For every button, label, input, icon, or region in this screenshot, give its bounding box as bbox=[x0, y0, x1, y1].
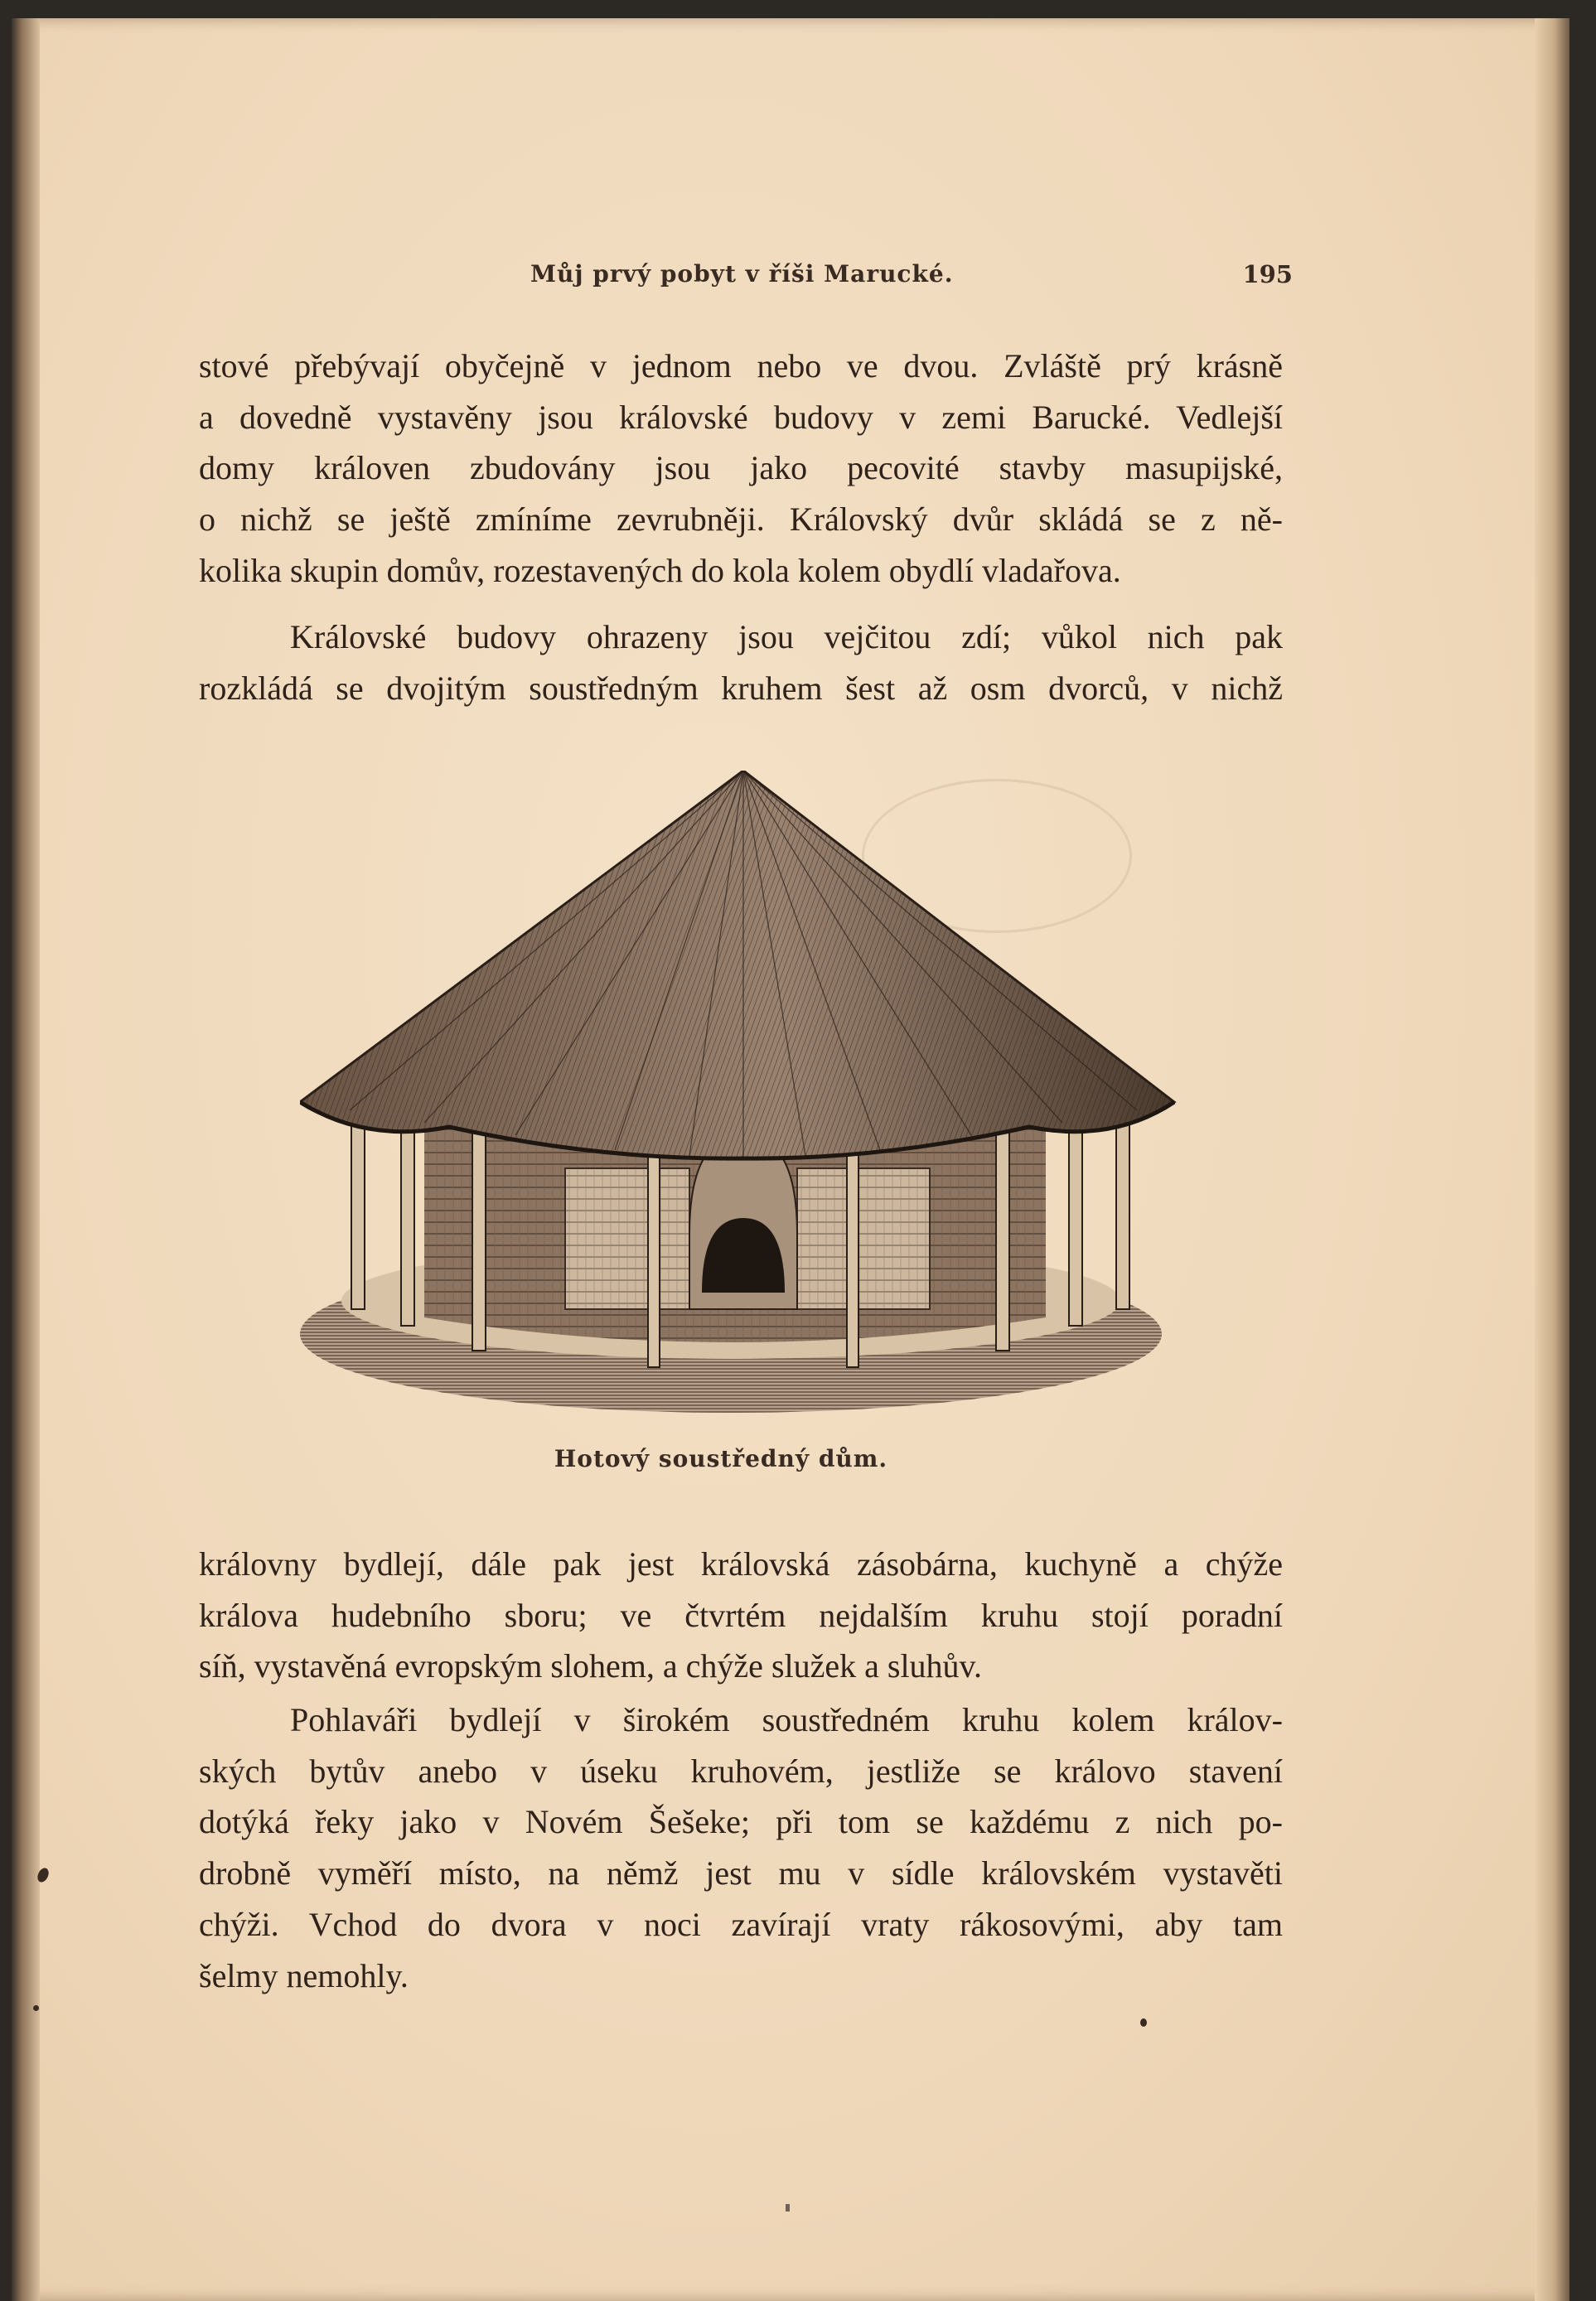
text-line: Pohlaváři bydlejí v širokém soustředném kruhu kolem králov- bbox=[290, 1701, 1283, 1738]
page-header bbox=[530, 260, 1293, 297]
page-gutter-shadow bbox=[12, 18, 40, 2301]
text-line: královny bydlejí, dále pak jest královská zásobárna, kuchyně a chýže bbox=[199, 1545, 1283, 1583]
text-line: králova hudebního sboru; ve čtvrtém nejdalším kruhu stojí poradní bbox=[199, 1596, 1283, 1634]
figure-round-house-engraving bbox=[300, 771, 1202, 1433]
paragraph-1 bbox=[199, 341, 1283, 597]
page-number: 195 bbox=[1242, 260, 1293, 288]
round-house-illustration bbox=[300, 771, 1202, 1433]
ink-speck bbox=[33, 2005, 39, 2011]
text-line: Královské budovy ohrazeny jsou vejčitou zdí; vůkol nich pak bbox=[290, 618, 1283, 655]
paragraph-3 bbox=[199, 1539, 1283, 1692]
ink-speck bbox=[1140, 2018, 1147, 2027]
running-head: Můj prvý pobyt v říši Marucké. bbox=[530, 260, 954, 288]
text-line: síň, vystavěná evropským slohem, a chýže služek a sluhův. bbox=[199, 1647, 982, 1685]
text-line: a dovedně vystavěny jsou královské budovy v zemi Barucké. Vedlejší bbox=[199, 398, 1283, 436]
text-line: chýži. Vchod do dvora v noci zavírají vraty rákosovými, aby tam bbox=[199, 1905, 1283, 1943]
text-line: stové přebývají obyčejně v jednom nebo ve dvou. Zvláště prý krásně bbox=[199, 347, 1283, 384]
text-line: dotýká řeky jako v Novém Šešeke; při tom se každému z nich po- bbox=[199, 1803, 1283, 1841]
text-line: o nichž se ještě zmíníme zevrubněji. Královský dvůr skládá se z ně- bbox=[199, 500, 1283, 539]
paragraph-4 bbox=[199, 1694, 1283, 2001]
text-line: rozkládá se dvojitým soustředným kruhem šest až osm dvorců, v nichž bbox=[199, 669, 1283, 707]
text-line: kolika skupin domův, rozestavených do kola kolem obydlí vladařova. bbox=[199, 551, 1121, 589]
text-line: domy královen zbudovány jsou jako pecovité stavby masupijské, bbox=[199, 449, 1283, 487]
text-line: drobně vyměří místo, na němž jest mu v sídle královském vystavěti bbox=[199, 1854, 1283, 1893]
figure-caption: Hotový soustředný dům. bbox=[554, 1445, 888, 1472]
paragraph-2 bbox=[199, 612, 1283, 713]
text-line: šelmy nemohly. bbox=[199, 1956, 409, 1994]
text-line: ských bytův anebo v úseku kruhovém, jestliže se královo stavení bbox=[199, 1752, 1283, 1790]
pencil-mark bbox=[786, 2204, 790, 2212]
page-edge bbox=[1535, 18, 1569, 2301]
